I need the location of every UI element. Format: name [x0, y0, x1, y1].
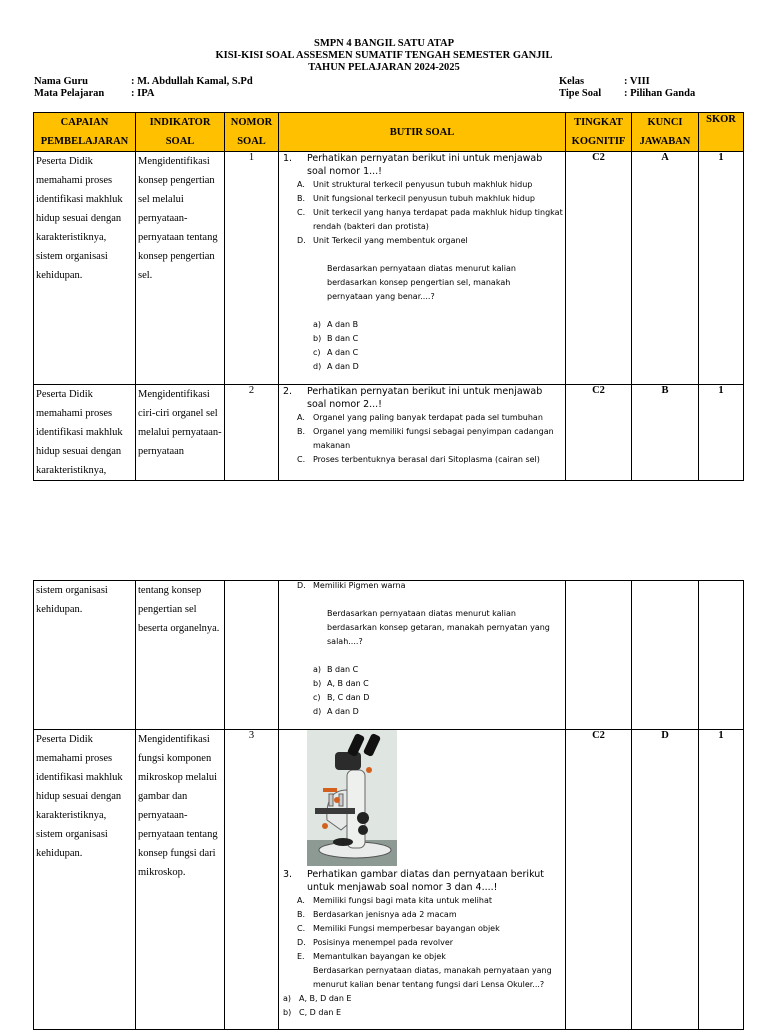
- nomor-cell: 3: [225, 730, 279, 1030]
- indikator-cell: tentang konsep pengertian sel beserta organelnya.: [136, 581, 225, 730]
- guru-value: : M. Abdullah Kamal, S.Pd: [131, 76, 253, 87]
- kisi-kisi-table-page-2: [33, 580, 744, 1030]
- indikator-cell: Mengidentifikasi konsep pengertian sel melalui pernyataan-pernyataan tentang konsep pengertian sel.: [136, 152, 225, 385]
- microscope-image: [307, 730, 397, 866]
- question-text: Perhatikan pernyatan berikut ini untuk menjawab soal nomor 2...!: [307, 386, 543, 410]
- mapel-value: : IPA: [131, 88, 155, 99]
- col-indikator: INDIKATOR SOAL: [136, 113, 225, 152]
- nomor-cell: 1: [225, 152, 279, 385]
- skor-cell: 1: [699, 385, 744, 481]
- table-row: [34, 730, 744, 1030]
- question-stem: Berdasarkan pernyataan diatas, manakah pernyataan yang menurut kalian benar tentang fungsi dari Lensa Okuler...?: [313, 966, 552, 989]
- table-row: [34, 152, 744, 385]
- kunci-cell: [632, 581, 699, 730]
- mapel-label: Mata Pelajaran: [34, 88, 105, 99]
- capaian-cell: sistem organisasi kehidupan.: [34, 581, 136, 730]
- kelas-label: Kelas: [559, 76, 585, 87]
- col-capaian: CAPAIAN PEMBELAJARAN: [34, 113, 136, 152]
- capaian-cell: Peserta Didik memahami proses identifikasi makhluk hidup sesuai dengan karakteristiknya, sistem organisasi kehidupan.: [34, 730, 136, 1030]
- col-nomor: NOMOR SOAL: [225, 113, 279, 152]
- table-row-continued: [34, 581, 744, 730]
- kisi-kisi-table-page-1: [33, 112, 744, 481]
- butir-cell: D. Memiliki Pigmen warna Berdasarkan pernyataan diatas menurut kalian berdasarkan konsep getaran, manakah pernyatan yang salah....? a) B dan C b) A, B dan C c) B, C dan D d) A dan D: [279, 581, 566, 730]
- tingkat-cell: [566, 581, 632, 730]
- tipe-label: Tipe Soal: [559, 88, 602, 99]
- school-name: SMPN 4 BANGIL SATU ATAP: [313, 38, 455, 49]
- kunci-cell: A: [632, 152, 699, 385]
- tingkat-cell: C2: [566, 730, 632, 1030]
- kelas-value: : VIII: [624, 76, 650, 87]
- capaian-cell: Peserta Didik memahami proses identifikasi makhluk hidup sesuai dengan karakteristiknya, sistem organisasi kehidupan.: [34, 152, 136, 385]
- indikator-cell: Mengidentifikasi ciri-ciri organel sel melalui pernyataan-pernyataan: [136, 385, 225, 481]
- table-row: [34, 385, 744, 481]
- kunci-cell: D: [632, 730, 699, 1030]
- microscope-icon: [307, 730, 397, 866]
- question-stem: Berdasarkan pernyataan diatas menurut kalian berdasarkan konsep pengertian sel, manakah pernyataan yang benar....?: [327, 264, 516, 301]
- indikator-cell: Mengidentifikasi fungsi komponen mikroskop melalui gambar dan pernyataan-pernyataan tentang konsep fungsi dari mikroskop.: [136, 730, 225, 1030]
- butir-cell: 3. Perhatikan gambar diatas dan pernyataan berikut untuk menjawab soal nomor 3 dan 4....! A. Memiliki fungsi bagi mata kita untuk melihat B. Berdasarkan jenisnya ada 2 macam C. Memiliki Fungsi memperbesar bayangan objek D. Posisinya menempel pada revolver E. Memantulkan bayangan ke objek Berdasarkan pernyataan diatas, manakah pernyataan yang menurut kalian benar tentang fungsi dari Lensa Okuler...? a) A, B, D dan E b) C, D dan E: [279, 730, 566, 1030]
- question-text: Perhatikan gambar diatas dan pernyataan berikut untuk menjawab soal nomor 3 dan 4....!: [307, 869, 545, 893]
- academic-year: TAHUN PELAJARAN 2024-2025: [308, 62, 460, 73]
- question-stem: Berdasarkan pernyataan diatas menurut kalian berdasarkan konsep getaran, manakah pernyatan yang salah....?: [327, 609, 550, 646]
- col-kunci: KUNCI JAWABAN: [632, 113, 699, 152]
- skor-cell: 1: [699, 152, 744, 385]
- tingkat-cell: C2: [566, 385, 632, 481]
- butir-cell: 2. Perhatikan pernyatan berikut ini untuk menjawab soal nomor 2...! A. Organel yang paling banyak terdapat pada sel tumbuhan B. Organel yang memiliki fungsi sebagai penyimpan cadangan makanan C. Proses terbentuknya berasal dari Sitoplasma (cairan sel): [279, 385, 566, 481]
- capaian-cell: Peserta Didik memahami proses identifikasi makhluk hidup sesuai dengan karakteristiknya,: [34, 385, 136, 481]
- tingkat-cell: C2: [566, 152, 632, 385]
- nomor-cell: 2: [225, 385, 279, 481]
- skor-cell: [699, 581, 744, 730]
- kunci-cell: B: [632, 385, 699, 481]
- table-header-row: [34, 113, 744, 152]
- document-title: KISI-KISI SOAL ASSESMEN SUMATIF TENGAH SEMESTER GANJIL: [215, 50, 553, 61]
- col-tingkat: TINGKAT KOGNITIF: [566, 113, 632, 152]
- question-text: Perhatikan pernyatan berikut ini untuk menjawab soal nomor 1...!: [307, 153, 543, 177]
- butir-cell: 1. Perhatikan pernyatan berikut ini untuk menjawab soal nomor 1...! A. Unit struktural terkecil penyusun tubuh makhluk hidup B. Unit fungsional terkecil penyusun tubuh makhluk hidup C. Unit terkecil yang hanya terdapat pada makhluk hidup tingkat rendah (bakteri dan protista) D. Unit Terkecil yang membentuk organel Berdasarkan pernyataan diatas menurut kalian berdasarkan konsep pengertian sel, manakah pernyataan yang benar....? a) A dan B b) B dan C c) A dan C d) A dan D: [279, 152, 566, 385]
- col-skor: SKOR: [699, 113, 744, 152]
- col-butir: BUTIR SOAL: [279, 113, 566, 152]
- guru-label: Nama Guru: [34, 76, 88, 87]
- tipe-value: : Pilihan Ganda: [624, 88, 696, 99]
- nomor-cell: [225, 581, 279, 730]
- skor-cell: 1: [699, 730, 744, 1030]
